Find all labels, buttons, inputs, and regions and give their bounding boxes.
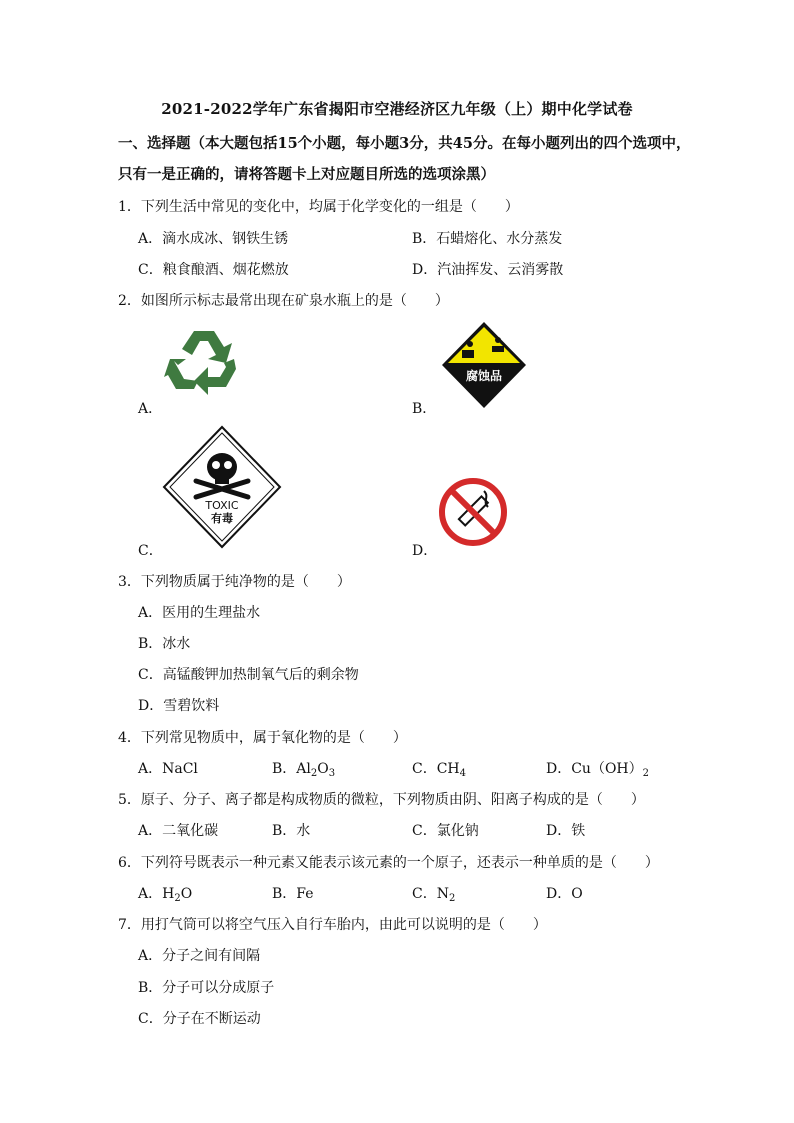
question-7-stem: 7．用打气筒可以将空气压入自行车胎内，由此可以说明的是（ ） — [118, 917, 547, 933]
q6-option-c: C．$N_2$ — [412, 886, 456, 904]
q6-option-b: B．Fe — [272, 886, 314, 902]
q3-option-a: A．医用的生理盐水 — [138, 605, 261, 621]
toxic-label-cn: 有毒 — [211, 512, 233, 525]
q5-option-b: B．水 — [272, 823, 311, 839]
q5-option-a: A．二氧化碳 — [138, 823, 219, 839]
no-smoking-icon — [438, 477, 508, 547]
question-4-stem: 4．下列常见物质中，属于氧化物的是（ ） — [118, 730, 407, 746]
toxic-icon — [162, 425, 282, 549]
question-6-stem: 6．下列符号既表示一种元素又能表示该元素的一个原子，还表示一种单质的是（ ） — [118, 855, 659, 871]
q4-option-c: C．$CH_4$ — [412, 761, 467, 779]
recycle-icon — [164, 325, 246, 401]
q5-option-d: D．铁 — [546, 823, 586, 839]
q2-option-d-label: D． — [412, 543, 438, 559]
q2-option-c-label: C． — [138, 543, 163, 559]
q6-option-d: D．O — [546, 886, 583, 902]
q3-option-d: D．雪碧饮料 — [138, 698, 220, 714]
q2-option-b-label: B． — [412, 401, 437, 417]
q5-option-c: C．氯化钠 — [412, 823, 479, 839]
corrosive-icon — [440, 320, 528, 410]
section-line-1: 一、选择题（本大题包括15个小题，每小题3分，共45分。在每小题列出的四个选项中， — [118, 135, 691, 152]
toxic-label-en: TOXIC — [205, 499, 239, 512]
page-title: 2021-2022学年广东省揭阳市空港经济区九年级（上）期中化学试卷 — [161, 100, 633, 118]
question-3-stem: 3．下列物质属于纯净物的是（ ） — [118, 574, 351, 590]
q1-option-b: B．石蜡熔化、水分蒸发 — [412, 231, 563, 247]
q4-option-a: A．NaCl — [138, 761, 198, 777]
q1-option-c: C．粮食酿酒、烟花燃放 — [138, 262, 289, 278]
q7-option-a: A．分子之间有间隔 — [138, 948, 261, 964]
section-header — [118, 128, 698, 190]
q1-option-a: A．滴水成冰、钢铁生锈 — [138, 231, 289, 247]
question-1-stem: 1．下列生活中常见的变化中，均属于化学变化的一组是（ ） — [118, 199, 519, 215]
q7-option-c: C．分子在不断运动 — [138, 1011, 261, 1027]
q7-option-b: B．分子可以分成原子 — [138, 980, 275, 996]
q2-option-a-label: A． — [138, 401, 163, 417]
question-5-stem: 5．原子、分子、离子都是构成物质的微粒，下列物质由阴、阳离子构成的是（ ） — [118, 792, 645, 808]
corrosive-label: 腐蚀品 — [465, 369, 503, 383]
section-line-2: 只有一是正确的，请将答题卡上对应题目所选的选项涂黑） — [118, 166, 495, 183]
q6-option-a: A．$H_2O$ — [138, 886, 193, 904]
q3-option-b: B．冰水 — [138, 636, 191, 652]
q1-option-d: D．汽油挥发、云消雾散 — [412, 262, 564, 278]
question-2-stem: 2．如图所示标志最常出现在矿泉水瓶上的是（ ） — [118, 293, 449, 309]
q4-option-d: D．$Cu(OH)_2$ — [546, 761, 650, 779]
q4-option-b: B．$Al_2O_3$ — [272, 761, 336, 779]
q3-option-c: C．高锰酸钾加热制氧气后的剩余物 — [138, 667, 359, 683]
